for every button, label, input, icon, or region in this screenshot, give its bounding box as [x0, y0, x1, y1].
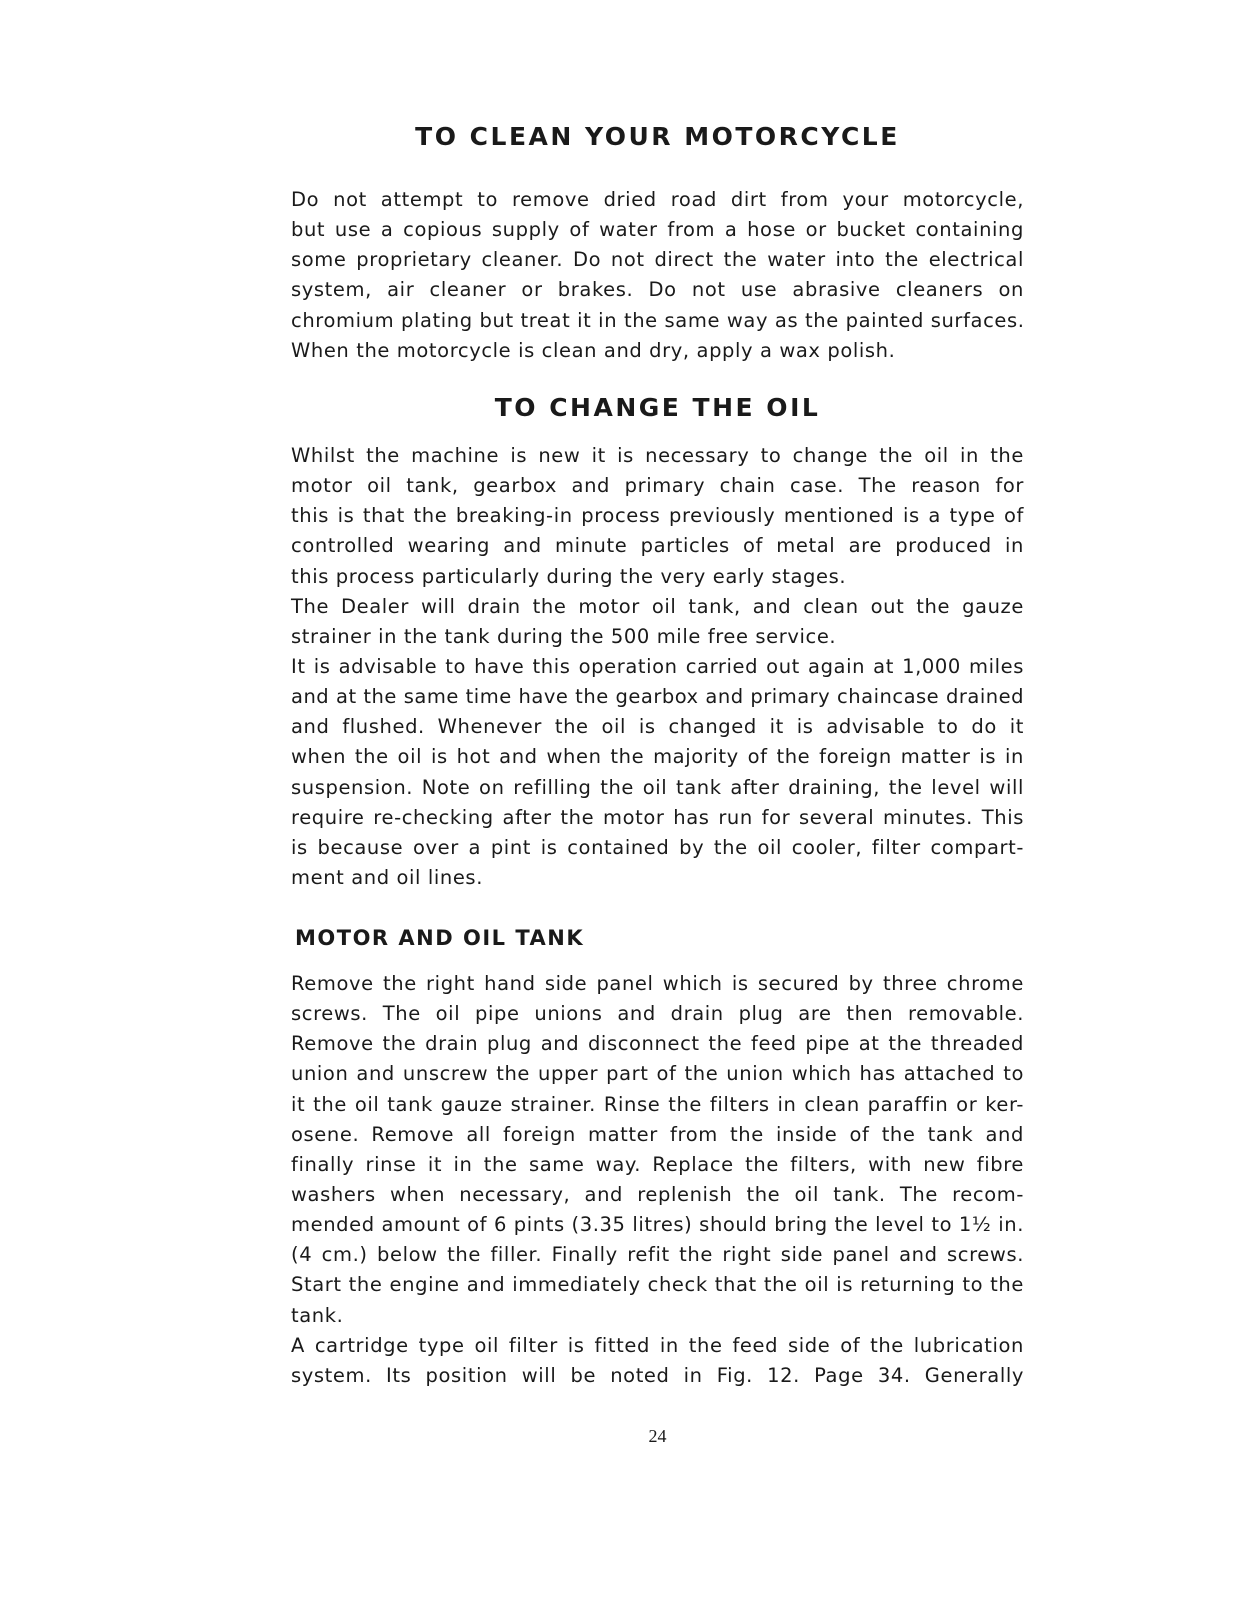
text-line: when the oil is hot and when the majority of the foreign matter is in — [291, 745, 1024, 769]
text-line: motor oil tank, gearbox and primary chain case. The reason for — [291, 474, 1024, 498]
page-number: 24 — [648, 1426, 667, 1446]
text-line: but use a copious supply of water from a hose or bucket containing — [291, 218, 1024, 242]
text-line: finally rinse it in the same way. Replace the filters, with new fibre — [291, 1152, 1024, 1176]
text-line: some proprietary cleaner. Do not direct the water into the electrical — [291, 248, 1024, 272]
text-line: (4 cm.) below the filler. Finally refit the right side panel and screws. — [291, 1243, 1024, 1267]
text-line: washers when necessary, and replenish the oil tank. The recom- — [291, 1182, 1024, 1206]
text-line: When the motorcycle is clean and dry, apply a wax polish. — [291, 338, 896, 362]
text-line: system. Its position will be noted in Fig. 12. Page 34. Generally — [291, 1363, 1024, 1387]
text-line: Remove the right hand side panel which is secured by three chrome — [291, 972, 1024, 995]
text-line: Remove the drain plug and disconnect the feed pipe at the threaded — [291, 1032, 1024, 1056]
text-line: is because over a pint is contained by the oil cooler, filter compart- — [291, 835, 1024, 859]
text-line: chromium plating but treat it in the same way as the painted surfaces. — [291, 308, 1025, 332]
text-line: it the oil tank gauze strainer. Rinse the filters in clean paraffin or ker- — [291, 1092, 1024, 1116]
text-line: screws. The oil pipe unions and drain plug are then removable. — [291, 1002, 1024, 1026]
text-line: require re-checking after the motor has run for several minutes. This — [291, 805, 1024, 829]
text-line: this process particularly during the very early stages. — [291, 564, 847, 588]
text-line: suspension. Note on refilling the oil tank after draining, the level will — [291, 775, 1024, 799]
text-line: this is that the breaking-in process previously mentioned is a type of — [291, 504, 1024, 528]
text-line: controlled wearing and minute particles of metal are produced in — [291, 534, 1024, 558]
text-line: Whilst the machine is new it is necessary to change the oil in the — [291, 444, 1024, 467]
text-line: and flushed. Whenever the oil is changed it is advisable to do it — [291, 715, 1024, 739]
text-line: It is advisable to have this operation carried out again at 1,000 miles — [291, 654, 1024, 678]
text-line: strainer in the tank during the 500 mile free service. — [291, 624, 837, 648]
text-line: ment and oil lines. — [291, 865, 483, 889]
text-line: Start the engine and immediately check that the oil is returning to the — [291, 1273, 1024, 1297]
paragraph-motor-oil-tank — [291, 969, 1024, 1391]
text-line: mended amount of 6 pints (3.35 litres) should bring the level to 1½ in. — [291, 1213, 1024, 1237]
text-line: union and unscrew the upper part of the union which has attached to — [291, 1062, 1024, 1086]
text-line: Do not attempt to remove dried road dirt from your motorcycle, — [291, 188, 1024, 211]
text-line: osene. Remove all foreign matter from the inside of the tank and — [291, 1122, 1024, 1146]
text-line: The Dealer will drain the motor oil tank, and clean out the gauze — [291, 594, 1024, 618]
paragraph-clean-motorcycle — [291, 185, 1024, 366]
text-line: system, air cleaner or brakes. Do not use abrasive cleaners on — [291, 278, 1024, 302]
heading-clean-motorcycle: TO CLEAN YOUR MOTORCYCLE — [415, 122, 900, 151]
text-line: A cartridge type oil filter is fitted in the feed side of the lubrication — [291, 1333, 1024, 1357]
heading-change-oil: TO CHANGE THE OIL — [494, 393, 821, 422]
paragraph-change-oil — [291, 441, 1024, 893]
text-line: and at the same time have the gearbox and primary chaincase drained — [291, 685, 1024, 709]
text-line: tank. — [291, 1303, 344, 1327]
heading-motor-oil-tank: MOTOR AND OIL TANK — [295, 926, 585, 950]
